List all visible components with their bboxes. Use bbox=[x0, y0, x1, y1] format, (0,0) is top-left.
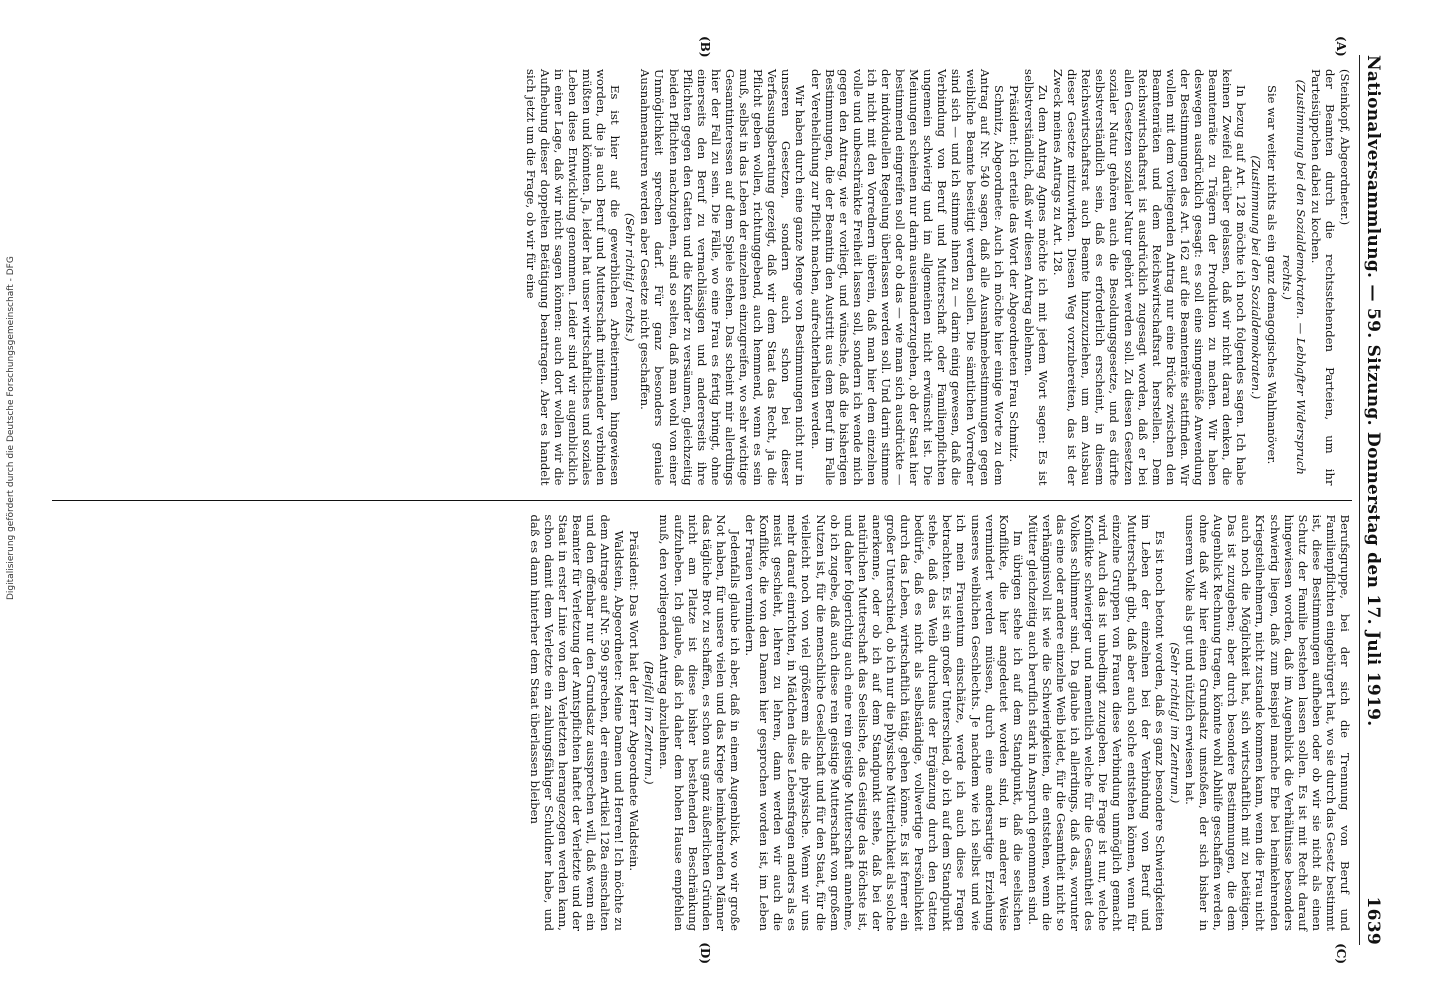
digitization-footer: Digitalisierung gefördert durch die Deutsche Forschungsgemeinschaft - DFG bbox=[6, 256, 16, 600]
document-page bbox=[42, 35, 1392, 965]
paragraph: Im übrigen stehe ich auf dem Standpunkt, daß die seelischen Konflikte, die hier angedeutet worden sind, in anderer Weise vermindert werden müssen, durch eine andersartige Erziehung unseres weiblichen Geschlechts. Je nachdem wie ich selbst und wie ich mein Frauentum einschätze, werde ich auch diese Fragen betrachten. Es ist ein großer Unterschied, ob ich auf dem Standpunkt stehe, daß das Weib durchaus der Ergänzung durch den Gatten bedürfe, daß es nicht als selbständige, vollwertige Persönlichkeit durch das Leben, wirtschaftlich tätig, gehen könne. Es ist ferner ein großer Unterschied, ob ich nur die physische Mütterlichkeit als solche anerkenne, oder ob ich auf dem Standpunkt stehe, daß bei der natürlichen Mutterschaft das Seelische, das Geistige das Höchste ist, und daher folgerichtig auch eine rein geistige Mutterschaft annehme, ob ich zugebe, daß auch diese rein geistige Mutterschaft von großem Nutzen ist, für die menschliche Gesellschaft und für den Staat, für die vielleicht noch von viel größerem als die physische. Wenn wir uns mehr darauf einrichten, in Mädchen diese Lebensfragen anders als es meist geschieht, lehren zu lehren, dann werden wir auch die Konflikte, die von den Damen hier gesprochen worden ist, im Leben der Frauen vermindern. bbox=[743, 514, 1025, 931]
paragraph: Schmitz, Abgeordnete: Auch ich möchte hier einige Worte zu dem Antrag auf Nr. 540 sagen, daß alle Ausnahmebestimmungen gegen weibliche Beamte beseitigt werden sollen. Die sämtlichen Vorredner sind sich — und ich stimme ihnen zu — darin einig gewesen, daß die Verbindung von Beruf und Mutterschaft oder Familienpflichten ungemein schwierig und im allgemeinen nicht erwünscht ist. Die Meinungen scheinen nur darin auseinanderzugehen, ob der Staat hier bestimmend eingreifen soll oder ob das — wie man sich ausdrückte — der individuellen Regelung überlassen werden soll. Und darin stimme ich nicht mit den Vorrednern überein, daß man hier dem einzelnen volle und unbeschränkte Freiheit lassen soll, sondern ich wende mich gegen den Antrag, wie er vorliegt, und wünsche, daß die bisherigen Bestimmungen, die der Beamtin den Austritt aus dem Beruf im Falle der Verehelichung zur Pflicht machen, aufrechterhalten werden. bbox=[808, 69, 1006, 486]
paragraph: Es ist hier auf die gewerblichen Arbeiterinnen hingewiesen worden, die ja auch Beruf und Mutterschaft miteinander verbinden müßten und könnten. Ja, leider hat unser wirtschaftliches und soziales Leben diese Entwicklung genommen. Leider sind wir augenblicklich in einer Lage, daß wir nicht sagen können: auch dort wollen wir die Aufhebung dieser doppelten Betätigung beantragen. Aber es handelt sich jetzt um die Frage, ob wir für eine bbox=[523, 69, 623, 486]
interjection: (Beifall im Zentrum.) bbox=[642, 660, 657, 785]
paragraph: der Beamten durch die rechtsstehenden Parteien, um ihr Parteisüppchen dabei zu kochen. bbox=[1308, 69, 1337, 486]
left-column bbox=[52, 36, 1352, 500]
paragraph: Berufsgruppe, bei der sich die Trennung von Beruf und Familienpflichten eingebürgert hat, wo sie durch das Gesetz bestimmt ist, diese Bestimmungen aufheben oder ob wir sie nicht als einen Schutz der Familie bestehen lassen sollen. Es ist mit Recht darauf hingewiesen worden, daß im Augenblick die Verhältnisse besonders schwierig liegen, daß zum Beispiel manche Ehe bei heimkehrenden Kriegsteilnehmern, nicht zustande kommen kann, wenn die Frau nicht auch noch die Möglichkeit hat, sich wirtschaftlich mit zu betätigen. Das ist zuzugeben; aber durch besondere Bestimmungen, die dem Augenblick Rechnung tragen, könnte wohl Abhilfe geschaffen werden, ohne daß wir hier einen Grundsatz umstoßen, der sich bisher in unserem Volke als gut und nützlich erwiesen hat. bbox=[1182, 514, 1352, 931]
margin-marker-d: (D) bbox=[698, 942, 712, 964]
paragraph: Zu dem Antrag Agnes möchte ich mit jedem Wort sagen: Es ist selbstverständlich, daß wir diesen Antrag ablehnen. bbox=[1021, 69, 1051, 486]
paragraph: Wir haben durch eine ganze Menge von Bestimmungen nicht nur in unseren Gesetzen, sondern auch schon bei dieser Verfassungsberatung gezeigt, daß wir dem Staat das Recht, ja die Pflicht geben wollen, richtunggebend, auch hemmend, wenn es sein muß, selbst in das Leben der einzelnen einzugreifen, wo sehr wichtige Gesamtinteressen auf dem Spiele stehen. Das scheint mir allerdings hier der Fall zu sein. Die Fälle, wo eine Frau es fertig bringt, ohne einerseits den Beruf zu vernachlässigen und andererseits ihre Pflichten gegen den Gatten und die Kinder zu versäumen, gleichzeitig beiden Pflichten nachzugehen, sind so selten, daß man wohl von einer Unmöglichkeit sprechen darf. Für ganz besonders geniale Ausnahmenaturen werden aber Gesetze nicht geschaffen. bbox=[638, 69, 808, 486]
margin-marker-c: (C) bbox=[1334, 943, 1348, 964]
interjection: (Zustimmung bei den Sozialdemokraten. — Lebhafter Widerspruch rechts.) bbox=[1279, 79, 1308, 475]
margin-marker-b: (B) bbox=[698, 36, 712, 58]
page-header bbox=[1359, 55, 1386, 945]
paragraph: Präsident: Ich erteile das Wort der Abgeordneten Frau Schmitz. bbox=[1006, 85, 1021, 463]
paragraph: In bezug auf Art. 128 möchte ich noch folgendes sagen. Ich habe keinen Zweifel darüber gelassen, daß wir nicht daran denken, die Beamtenräte zu Trägern der Produktion zu machen. Wir haben deswegen ausdrücklich gesagt: es soll eine sinngemäße Anwendung der Bestimmungen des Art. 162 auf die Beamtenräte stattfinden. Wir wollen mit dem vorliegenden Antrag nur eine Brücke zwischen den Beamtenräten und dem Reichswirtschaftsrat herstellen. Dem Reichswirtschaftsrat ist ausdrücklich zugesagt worden, daß er bei allen Gesetzen sozialer Natur gehört werden soll. Zu diesen Gesetzen sozialer Natur gehören auch die Besoldungsgesetze, und es dürfte selbstverständlich sein, daß es erforderlich erscheint, in diesem Reichswirtschaftsrat auch Beamte hinzuzuziehen, um am Ausbau dieser Gesetze mitzuwirken. Diesen Weg vorzubereiten, das ist der Zweck meines Antrags zu Art. 128. bbox=[1051, 69, 1249, 486]
paragraph: Jedenfalls glaube ich aber, daß in einem Augenblick, wo wir große Not haben, für unsere vielen und das Kriege heimkehrenden Männer das tägliche Brot zu schaffen, es schon aus ganz äußerlichen Gründen nicht am Platze ist diese bisher bestehenden Beschränkung aufzuheben. Ich glaube, daß ich daher dem hohen Hause empfehlen muß, den vorliegenden Antrag abzulehnen. bbox=[657, 514, 742, 931]
margin-marker-a: (A) bbox=[1334, 36, 1348, 57]
interjection: (Sehr richtig! im Zentrum.) bbox=[1167, 642, 1182, 804]
interjection: (Sehr richtig! rechts.) bbox=[623, 212, 638, 342]
interjection: (Zustimmung bei den Sozialdemokraten.) bbox=[1249, 155, 1264, 400]
paragraph: Es ist noch betont worden, daß es ganz besondere Schwierigkeiten im Leben der einzelnen bei der Verbindung von Beruf und Mutterschaft gibt, daß aber auch solche entstehen können, wenn für einzelne Gruppen von Frauen diese Verbindung unmöglich gemacht wird. Auch das ist unbedingt zuzugeben. Die Frage ist nur, welche Konflikte schwieriger und namentlich welche für die Gesamtheit des Volkes schlimmer sind. Da glaube ich allerdings, daß das, worunter das eine oder andere einzelne Weib leidet, für die Gesamtheit nicht so verhängnisvoll ist wie die Schwierigkeiten, die entstehen, wenn die Mütter gleichzeitig auch beruflich stark in Anspruch genommen sind. bbox=[1025, 514, 1167, 931]
paragraph: Präsident: Das Wort hat der Herr Abgeordnete Waldstein. bbox=[627, 530, 642, 872]
page-title: Nationalversammlung. — 59. Sitzung. Donnerstag den 17. Juli 1919. bbox=[1363, 55, 1383, 727]
paragraph: (Steinkopf, Abgeordneter.) bbox=[1338, 69, 1352, 226]
right-column bbox=[52, 500, 1352, 964]
paragraph: Waldstein, Abgeordneter: Meine Damen und Herren! Ich möchte zu dem Antrage auf Nr. 590 sprechen, der einen Artikel 128a einschalten und den offenbar nur den Grundsatz aussprechen will, daß wenn ein Beamter für Verletzung der Amtspflichten haftet der Verletzte und der Staat in erster Linie von dem Verletzten herangezogen werden kann, schon damit dem Verletzte ein zahlungsfähiger Schuldner habe, und daß es dann hinterher dem Staat überlassen bleiben bbox=[527, 514, 627, 931]
page-number: 1639 bbox=[1363, 896, 1383, 945]
text-columns bbox=[52, 36, 1352, 964]
paragraph: Sie war weiter nichts als ein ganz demagogisches Wahlmanöver. bbox=[1264, 85, 1279, 465]
